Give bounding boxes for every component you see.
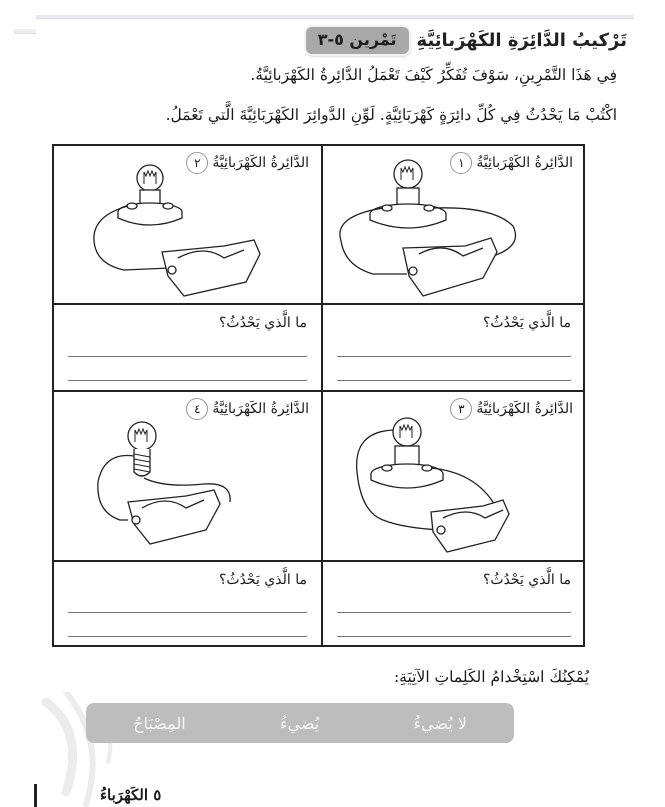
question-label: ما الَّذي يَحْدُثُ؟ <box>218 572 307 588</box>
circuit-3-cell[interactable] <box>323 392 585 560</box>
answer-cell-1[interactable] <box>323 305 585 390</box>
circuit-number-badge: ١ <box>450 152 472 174</box>
circuit-label-text: الدَّائِرةُ الكَهْرَبائِيَّةُ <box>476 155 573 171</box>
chapter-footer: ٥ الكَهْرَباءُ <box>100 786 162 804</box>
top-rule <box>36 15 634 19</box>
answer-line[interactable] <box>337 380 571 381</box>
answer-cell-3[interactable] <box>323 562 585 647</box>
circuit-label-text: الدَّائِرةُ الكَهْرَبائِيَّةُ <box>212 401 309 417</box>
answer-line[interactable] <box>68 380 307 381</box>
circuit-number-badge: ٢ <box>186 152 208 174</box>
circuit-2-cell[interactable] <box>54 146 321 303</box>
intro-line-1: فِي هَذَا التَّمْرِينِ، سَوْفَ تُفَكِّرُ كَيْفَ تَعْمَلُ الدَّائِرةُ الكَهْرَبائِيَّةُ. <box>250 66 617 84</box>
circuit-number-badge: ٤ <box>186 398 208 420</box>
circuit-1-illustration <box>323 146 585 303</box>
circuit-label-text: الدَّائِرةُ الكَهْرَبائِيَّةُ <box>212 155 309 171</box>
answer-line[interactable] <box>68 636 307 637</box>
page-edge-mark <box>34 784 37 807</box>
word-bank-item: المِصْبَاحُ <box>133 713 186 733</box>
intro-line-2: اكْتُبْ مَا يَحْدُثُ فِي كُلِّ دائِرَةٍ كَهْرَبَائِيَّةٍ. لَوِّنِ الدَّوائِرَ الكَهْرَبَائِيَّةَ الَّتي تَعْمَلُ. <box>165 106 617 124</box>
answer-cell-4[interactable] <box>54 562 321 647</box>
answer-line[interactable] <box>68 612 307 613</box>
answer-line[interactable] <box>337 356 571 357</box>
exercise-badge: تَمْرين ٥-٣ <box>306 27 409 54</box>
word-bank-label: يُمْكِنُكَ اسْتِخْدامُ الكَلِماتِ الآتِيَةِ: <box>393 668 589 686</box>
circuit-number-badge: ٣ <box>450 398 472 420</box>
word-bank-item: لا يُضيءُ <box>413 713 467 733</box>
question-label: ما الَّذي يَحْدُثُ؟ <box>482 315 571 331</box>
page-title: تَرْكيبُ الدَّائِرَةِ الكَهْرَبائِيَّةِ <box>416 29 627 51</box>
page-header <box>306 20 627 60</box>
word-bank-item: يُضيءُ <box>279 713 320 733</box>
circuit-label-text: الدَّائِرةُ الكَهْرَبائِيَّةُ <box>476 401 573 417</box>
answer-line[interactable] <box>337 636 571 637</box>
answer-line[interactable] <box>337 612 571 613</box>
circuit-1-cell[interactable] <box>323 146 585 303</box>
question-label: ما الَّذي يَحْدُثُ؟ <box>482 572 571 588</box>
circuit-3-illustration <box>323 392 585 560</box>
circuit-2-illustration <box>54 146 321 303</box>
question-label: ما الَّذي يَحْدُثُ؟ <box>218 315 307 331</box>
left-tab-mark <box>14 29 36 34</box>
circuits-table <box>52 144 585 647</box>
circuit-4-cell[interactable] <box>54 392 321 560</box>
word-bank <box>86 703 514 743</box>
answer-cell-2[interactable] <box>54 305 321 390</box>
circuit-4-illustration <box>54 392 321 560</box>
answer-line[interactable] <box>68 356 307 357</box>
